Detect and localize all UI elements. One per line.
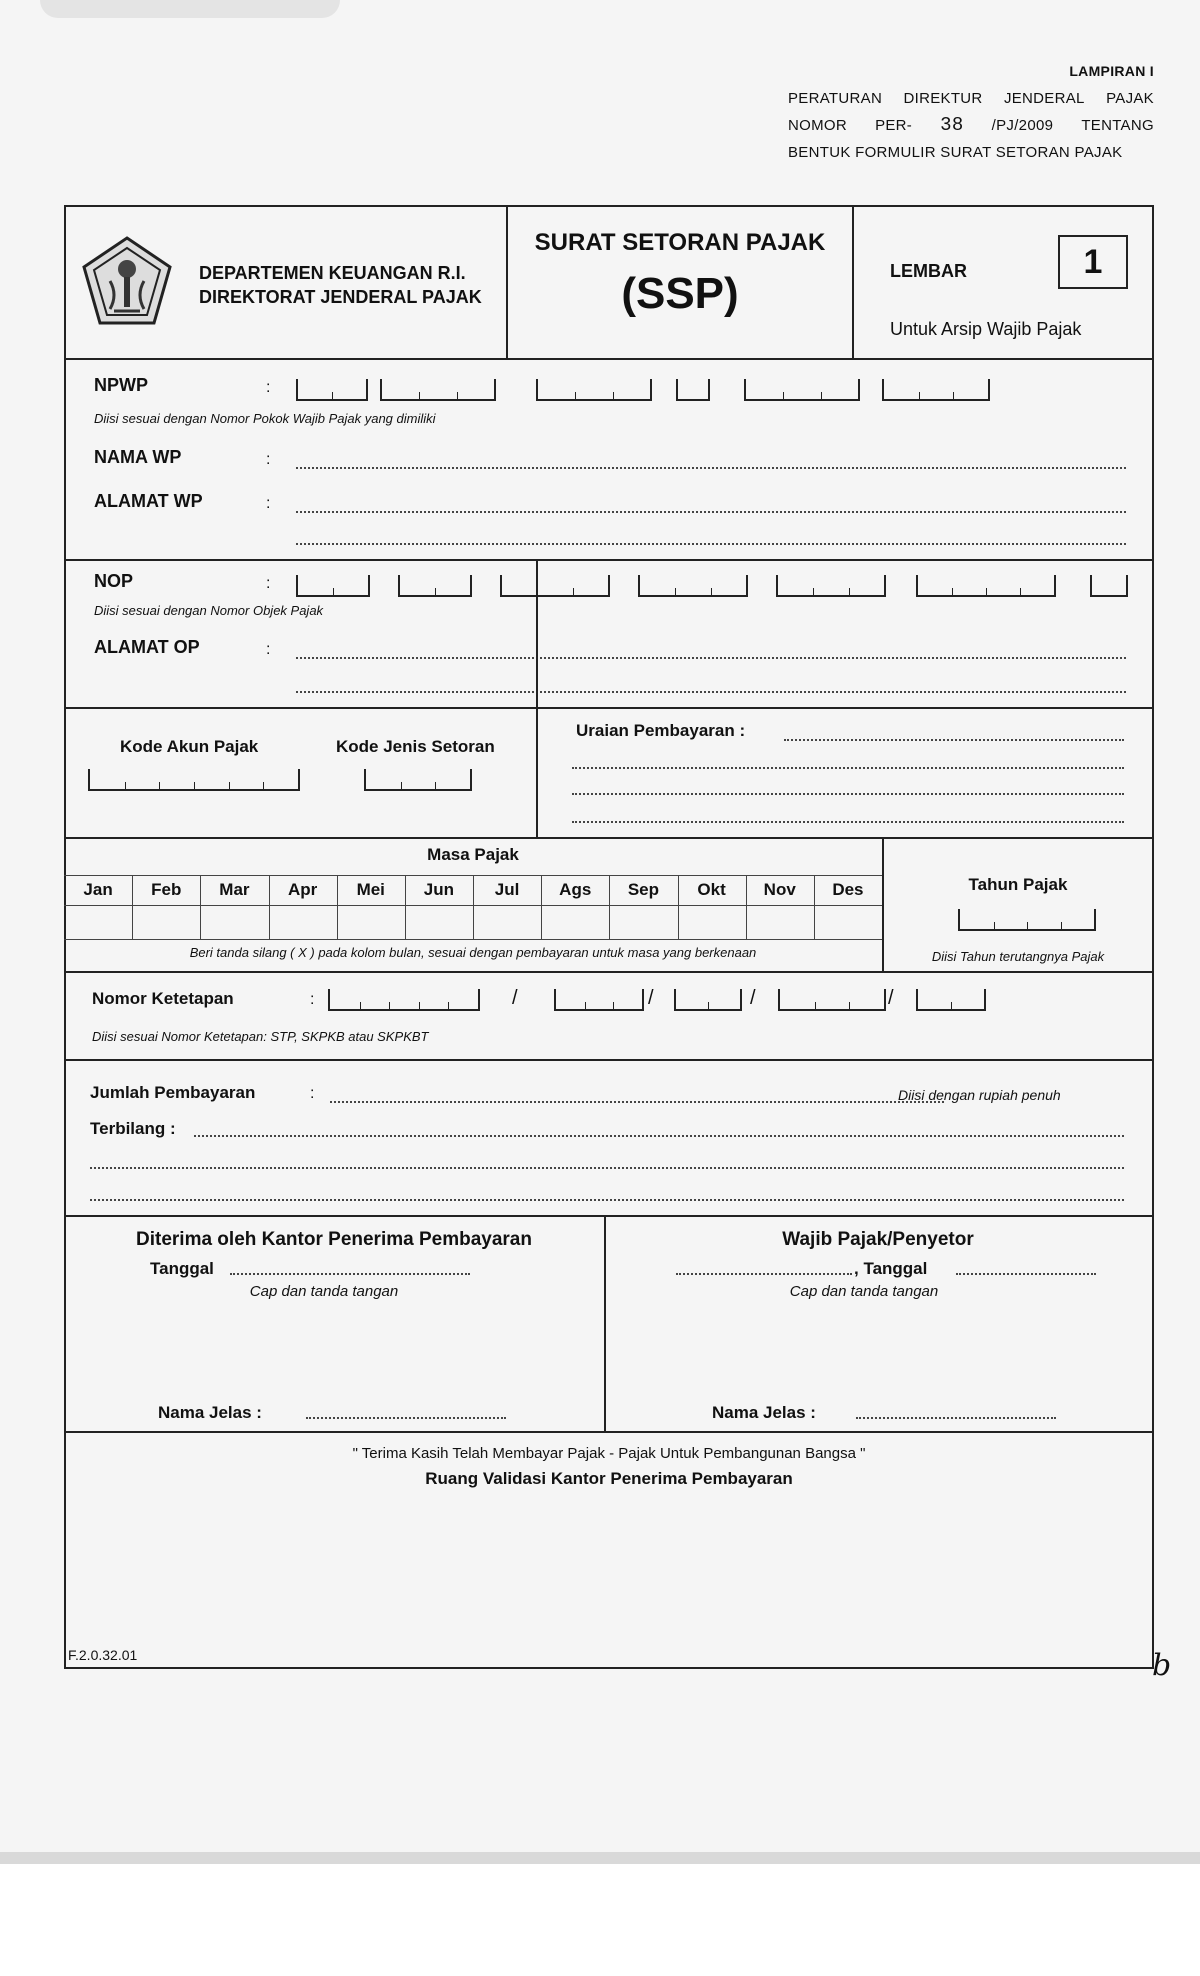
- month-label-des: Des: [832, 880, 864, 899]
- month-label-feb: Feb: [151, 880, 182, 899]
- colon: :: [266, 641, 271, 658]
- regulation-header: [788, 58, 1154, 166]
- masa-grid-line: [678, 875, 679, 939]
- digit-box-group[interactable]: [88, 769, 300, 791]
- digit-separator: [613, 1002, 614, 1009]
- regulation-word: JENDERAL: [1003, 90, 1085, 107]
- lampiran-label: LAMPIRAN I: [1069, 63, 1154, 79]
- digit-box-group[interactable]: [676, 379, 710, 401]
- digit-separator: [1027, 922, 1028, 929]
- regulation-word: PER-: [875, 117, 913, 134]
- nama-wp-label: NAMA WP: [94, 447, 182, 467]
- lembar-number: 1: [1058, 235, 1128, 289]
- digit-separator: [360, 1002, 361, 1009]
- left-tanggal-label: Tanggal: [150, 1259, 214, 1278]
- month-mark-cell[interactable]: [814, 906, 882, 939]
- digit-box-group[interactable]: [398, 575, 472, 597]
- nop-label: NOP: [94, 571, 134, 591]
- department-name: DEPARTEMEN KEUANGAN R.I.: [199, 263, 466, 283]
- month-label-mei: Mei: [356, 880, 385, 899]
- nomor-ketetapan-label: Nomor Ketetapan: [92, 989, 234, 1008]
- digit-separator: [333, 588, 334, 595]
- kode-divider: [536, 559, 538, 839]
- terbilang-field-line-2[interactable]: [90, 1167, 1124, 1169]
- digit-separator: [1020, 588, 1021, 595]
- month-mark-cell[interactable]: [64, 906, 132, 939]
- form-border-bottom: [64, 1667, 1154, 1669]
- jumlah-pembayaran-field[interactable]: [330, 1101, 944, 1103]
- digit-separator: [389, 1002, 390, 1009]
- digit-box-group[interactable]: [364, 769, 472, 791]
- digit-separator: [263, 782, 264, 789]
- alamat-wp-label: ALAMAT WP: [94, 491, 203, 511]
- month-label-okt: Okt: [697, 880, 726, 899]
- digit-separator: [159, 782, 160, 789]
- ministry-emblem-icon: [80, 235, 174, 329]
- terbilang-field[interactable]: [194, 1135, 1124, 1137]
- digit-separator: [401, 782, 402, 789]
- digit-separator: [435, 782, 436, 789]
- colon: :: [266, 575, 271, 592]
- masa-grid-line: [132, 875, 133, 939]
- digit-box-group[interactable]: [328, 989, 480, 1011]
- section-divider: [64, 707, 1154, 709]
- digit-box-group[interactable]: [638, 575, 748, 597]
- lembar-label: LEMBAR: [890, 261, 967, 281]
- section-divider: [64, 1059, 1154, 1061]
- digit-separator: [419, 392, 420, 399]
- masa-grid-line: [337, 875, 338, 939]
- digit-separator: [573, 588, 574, 595]
- month-mark-cell[interactable]: [337, 906, 405, 939]
- digit-box-group[interactable]: [778, 989, 886, 1011]
- form-code-footer: F.2.0.32.01: [68, 1647, 138, 1663]
- digit-separator: [783, 392, 784, 399]
- month-label-jul: Jul: [494, 880, 520, 899]
- masa-grid-line: [269, 875, 270, 939]
- month-label-mar: Mar: [219, 880, 250, 899]
- digit-box-group[interactable]: [958, 909, 1096, 931]
- digit-separator: [435, 588, 436, 595]
- regulation-word: PAJAK: [1106, 90, 1154, 107]
- digit-box-group[interactable]: [916, 989, 986, 1011]
- tahun-note: Diisi Tahun terutangnya Pajak: [931, 949, 1105, 964]
- month-mark-cell[interactable]: [132, 906, 200, 939]
- digit-separator: [575, 392, 576, 399]
- digit-box-group[interactable]: [916, 575, 1056, 597]
- uraian-field[interactable]: [784, 739, 1124, 741]
- left-nama-jelas-label: Nama Jelas :: [158, 1403, 262, 1422]
- month-label-sep: Sep: [627, 880, 659, 899]
- right-cap-note: Cap dan tanda tangan: [789, 1283, 939, 1300]
- right-nama-jelas-label: Nama Jelas :: [712, 1403, 816, 1422]
- digit-box-group[interactable]: [882, 379, 990, 401]
- month-label-ags: Ags: [559, 880, 592, 899]
- digit-separator: [708, 1002, 709, 1009]
- right-nama-jelas-field[interactable]: [856, 1417, 1056, 1419]
- form-title: SURAT SETORAN PAJAK: [534, 229, 826, 256]
- digit-separator: [613, 392, 614, 399]
- colon: :: [310, 991, 315, 1008]
- masa-pajak-title: Masa Pajak: [427, 845, 519, 864]
- digit-separator: [951, 1002, 952, 1009]
- digit-separator: [849, 1002, 850, 1009]
- digit-separator: [815, 1002, 816, 1009]
- alamat-wp-field[interactable]: [296, 511, 1126, 513]
- digit-separator: [994, 922, 995, 929]
- thanks-message: " Terima Kasih Telah Membayar Pajak - Pajak Untuk Pembangunan Bangsa ": [352, 1445, 866, 1462]
- nama-wp-field[interactable]: [296, 467, 1126, 469]
- uraian-label: Uraian Pembayaran :: [576, 721, 746, 740]
- slash-separator: /: [750, 987, 756, 1009]
- terbilang-field-line-3[interactable]: [90, 1199, 1124, 1201]
- section-divider: [64, 358, 1154, 360]
- left-cap-note: Cap dan tanda tangan: [249, 1283, 399, 1300]
- digit-separator: [919, 392, 920, 399]
- digit-box-group[interactable]: [554, 989, 644, 1011]
- digit-box-group[interactable]: [296, 575, 370, 597]
- digit-separator: [849, 588, 850, 595]
- alamat-op-field-line-2[interactable]: [296, 691, 1126, 693]
- slash-separator: /: [512, 987, 518, 1009]
- right-tanggal-label: , Tanggal: [854, 1259, 928, 1278]
- masa-note: Beri tanda silang ( X ) pada kolom bulan, sesuai dengan pembayaran untuk masa yang berkenaan: [189, 945, 757, 960]
- kode-akun-label: Kode Akun Pajak: [120, 737, 259, 756]
- regulation-number: 38: [940, 114, 964, 136]
- month-mark-cell[interactable]: [200, 906, 268, 939]
- nop-note: Diisi sesuai dengan Nomor Objek Pajak: [94, 603, 324, 618]
- digit-box-group[interactable]: [296, 379, 368, 401]
- digit-separator: [332, 392, 333, 399]
- right-place-field[interactable]: [676, 1273, 852, 1275]
- form-border-top: [64, 205, 1154, 207]
- colon: :: [310, 1085, 315, 1102]
- jumlah-pembayaran-label: Jumlah Pembayaran: [90, 1083, 256, 1102]
- month-mark-cell[interactable]: [473, 906, 541, 939]
- masa-grid-line: [64, 939, 882, 940]
- month-label-jan: Jan: [83, 880, 113, 899]
- digit-separator: [1061, 922, 1062, 929]
- month-label-nov: Nov: [763, 880, 796, 899]
- digit-separator: [448, 1002, 449, 1009]
- masa-grid-line: [609, 875, 610, 939]
- regulation-word: /PJ/2009: [991, 117, 1054, 134]
- colon: :: [266, 451, 271, 468]
- masa-grid-line: [541, 875, 542, 939]
- alamat-op-label: ALAMAT OP: [94, 637, 200, 657]
- right-tanggal-field[interactable]: [956, 1273, 1096, 1275]
- directorate-name: DIREKTORAT JENDERAL PAJAK: [199, 287, 482, 307]
- digit-separator: [952, 588, 953, 595]
- digit-box-group[interactable]: [776, 575, 886, 597]
- slash-separator: /: [888, 987, 894, 1009]
- tahun-pajak-label: Tahun Pajak: [968, 875, 1068, 894]
- regulation-line-3: BENTUK FORMULIR SURAT SETORAN PAJAK: [788, 144, 1123, 161]
- left-nama-jelas-field[interactable]: [306, 1417, 506, 1419]
- regulation-line-1: [788, 85, 1154, 112]
- month-mark-cell[interactable]: [746, 906, 814, 939]
- digit-separator: [419, 1002, 420, 1009]
- uraian-field-line-2[interactable]: [572, 767, 1124, 769]
- month-mark-cell[interactable]: [269, 906, 337, 939]
- section-divider: [64, 559, 1154, 561]
- uraian-field-line-4[interactable]: [572, 821, 1124, 823]
- digit-separator: [675, 588, 676, 595]
- uraian-field-line-3[interactable]: [572, 793, 1124, 795]
- handwritten-mark: b: [1152, 1648, 1172, 1683]
- form-code: (SSP): [621, 269, 739, 318]
- month-mark-cell[interactable]: [678, 906, 746, 939]
- month-mark-cell[interactable]: [541, 906, 609, 939]
- alamat-wp-field-line-2[interactable]: [296, 543, 1126, 545]
- regulation-word: TENTANG: [1081, 117, 1154, 134]
- kode-jenis-label: Kode Jenis Setoran: [336, 737, 495, 756]
- masa-grid-line: [814, 875, 815, 939]
- digit-separator: [194, 782, 195, 789]
- npwp-label: NPWP: [94, 375, 148, 395]
- month-label-apr: Apr: [287, 880, 318, 899]
- slash-separator: /: [648, 987, 654, 1009]
- digit-box-group[interactable]: [500, 575, 610, 597]
- digit-box-group[interactable]: [536, 379, 652, 401]
- terbilang-label: Terbilang :: [90, 1119, 176, 1138]
- masa-grid-line: [473, 875, 474, 939]
- page-bottom-edge: [0, 1852, 1200, 1864]
- digit-separator: [813, 588, 814, 595]
- regulation-line-2: [788, 112, 1154, 139]
- section-divider: [64, 971, 1154, 973]
- digit-box-group[interactable]: [674, 989, 742, 1011]
- digit-box-group[interactable]: [744, 379, 860, 401]
- digit-separator: [711, 588, 712, 595]
- lembar-note: Untuk Arsip Wajib Pajak: [890, 319, 1082, 339]
- alamat-op-field[interactable]: [296, 657, 1126, 659]
- month-label-jun: Jun: [423, 880, 455, 899]
- ssp-form: [64, 205, 1154, 1669]
- scan-artifact: [40, 0, 340, 18]
- wajib-pajak-title: Wajib Pajak/Penyetor: [782, 1229, 974, 1250]
- month-mark-cell[interactable]: [405, 906, 473, 939]
- jumlah-note: Diisi dengan rupiah penuh: [898, 1087, 1061, 1103]
- header-divider: [852, 205, 854, 359]
- colon: :: [266, 379, 271, 396]
- masa-grid-line: [746, 875, 747, 939]
- digit-box-group[interactable]: [1090, 575, 1128, 597]
- regulation-word: NOMOR: [788, 117, 847, 134]
- digit-separator: [457, 392, 458, 399]
- section-divider: [64, 837, 1154, 839]
- regulation-word: PERATURAN: [788, 90, 883, 107]
- ketetapan-note: Diisi sesuai Nomor Ketetapan: STP, SKPKB atau SKPKBT: [92, 1029, 429, 1044]
- section-divider: [64, 1215, 1154, 1217]
- digit-separator: [229, 782, 230, 789]
- digit-separator: [125, 782, 126, 789]
- npwp-note: Diisi sesuai dengan Nomor Pokok Wajib Pajak yang dimiliki: [94, 411, 436, 426]
- regulation-word: DIREKTUR: [903, 90, 983, 107]
- digit-separator: [585, 1002, 586, 1009]
- diterima-title: Diterima oleh Kantor Penerima Pembayaran: [136, 1229, 532, 1250]
- digit-separator: [953, 392, 954, 399]
- digit-separator: [821, 392, 822, 399]
- masa-grid-line: [405, 875, 406, 939]
- digit-box-group[interactable]: [380, 379, 496, 401]
- masa-grid-line: [200, 875, 201, 939]
- validasi-title: Ruang Validasi Kantor Penerima Pembayaran: [425, 1469, 793, 1488]
- section-divider: [64, 1431, 1154, 1433]
- left-tanggal-field[interactable]: [230, 1273, 470, 1275]
- digit-separator: [986, 588, 987, 595]
- colon: :: [266, 495, 271, 512]
- month-mark-cell[interactable]: [609, 906, 677, 939]
